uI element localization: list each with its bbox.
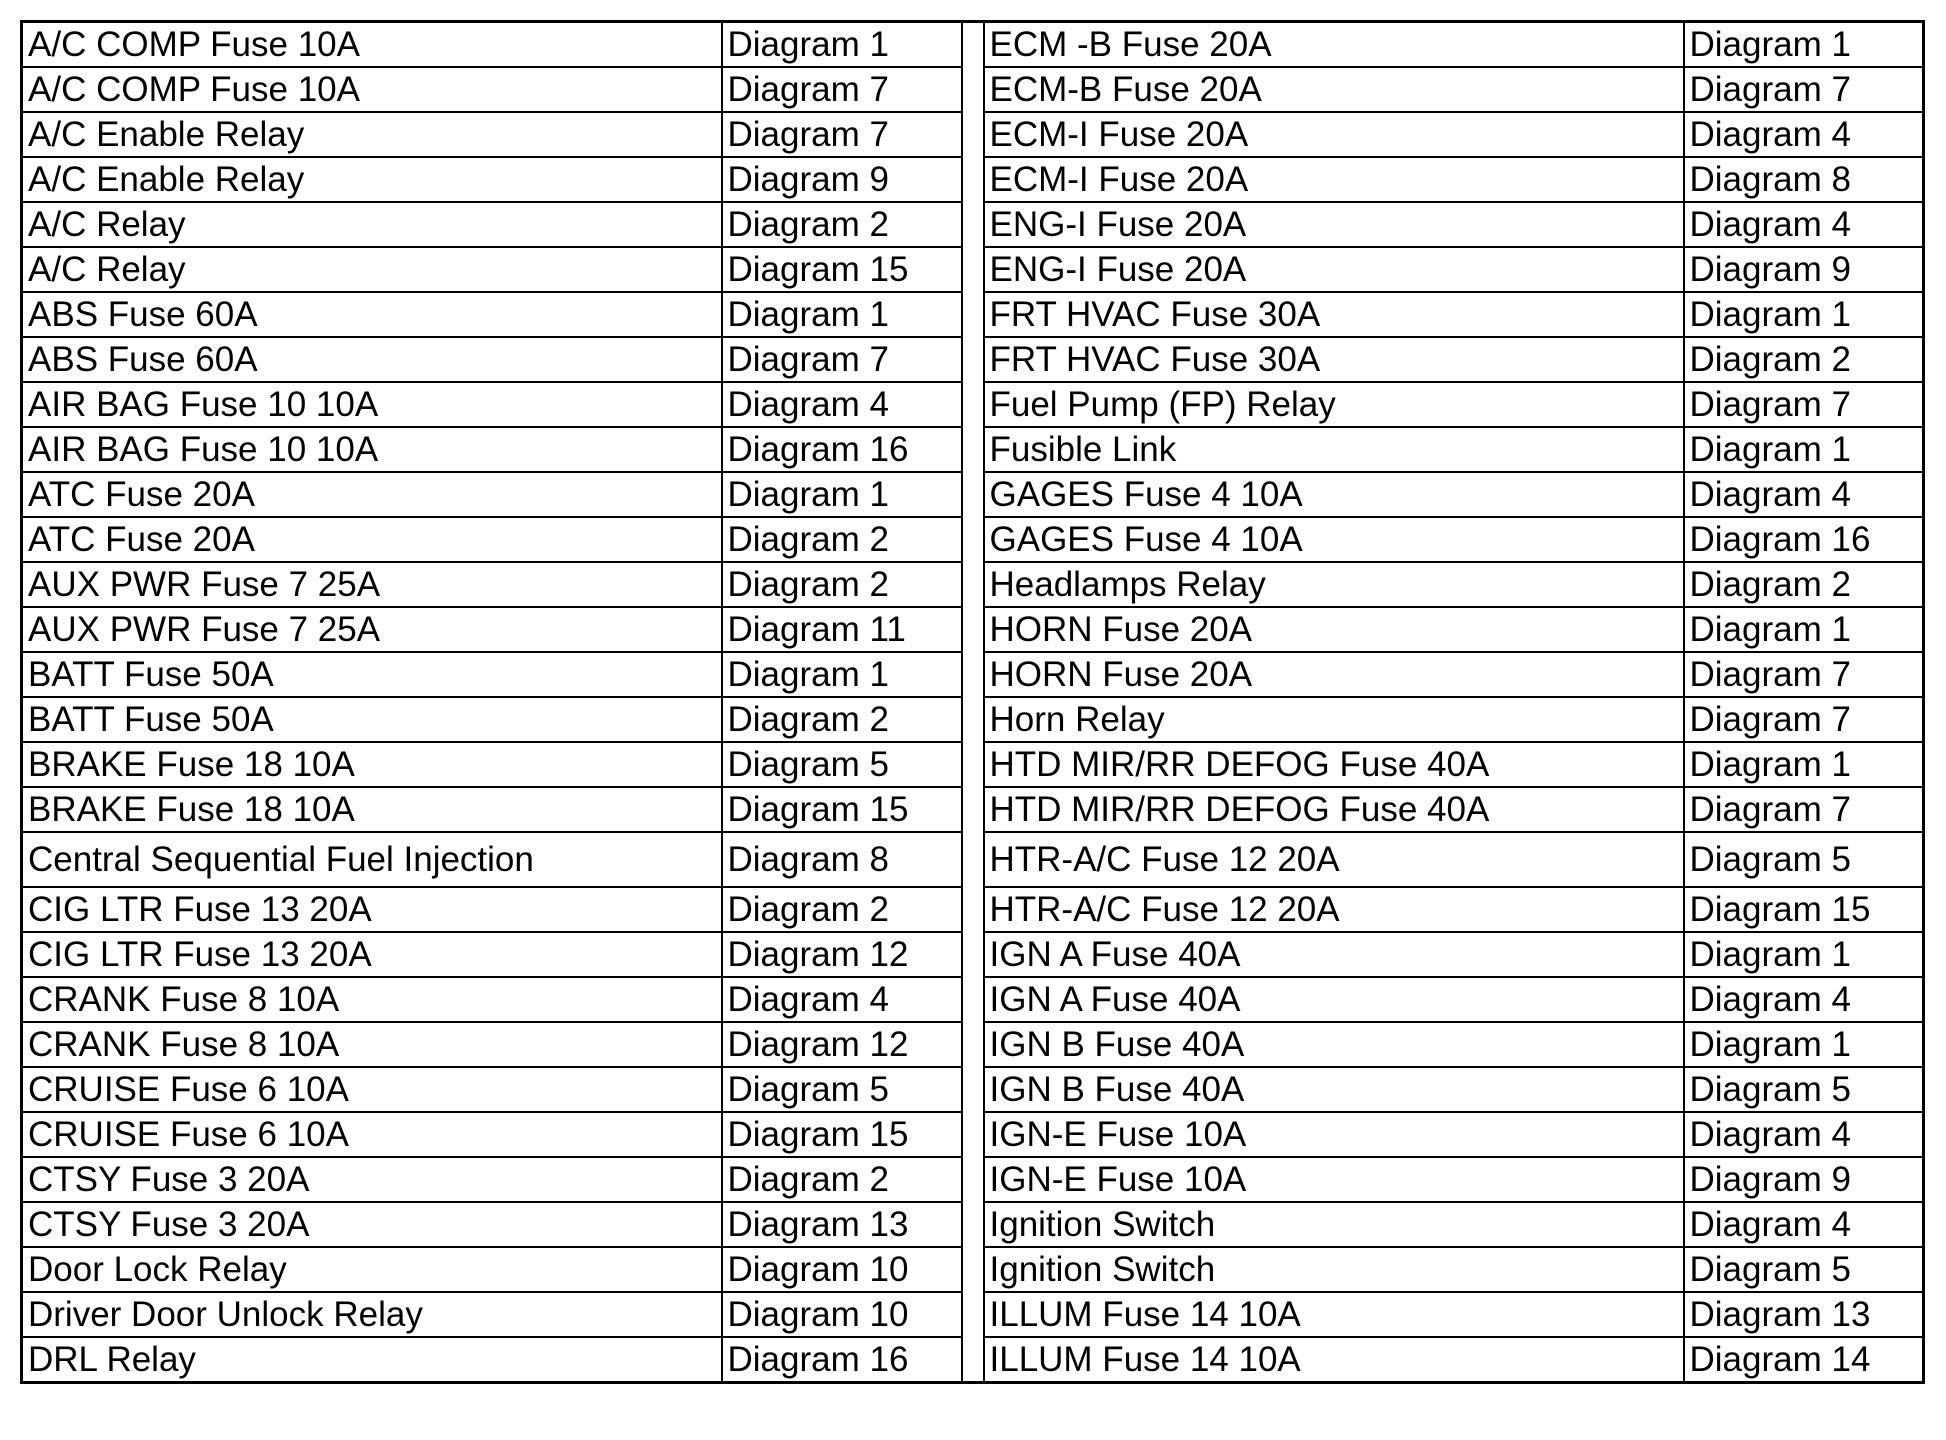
right-diagram-ref-cell: Diagram 9 (1684, 1157, 1924, 1202)
left-diagram-ref-cell: Diagram 2 (722, 517, 962, 562)
left-component-name-cell: CIG LTR Fuse 13 20A (22, 887, 722, 932)
left-component-name-cell: ATC Fuse 20A (22, 517, 722, 562)
table-row (22, 652, 1924, 697)
right-diagram-ref-cell: Diagram 1 (1684, 932, 1924, 977)
table-row (22, 157, 1924, 202)
left-diagram-ref-cell: Diagram 12 (722, 1022, 962, 1067)
table-row (22, 337, 1924, 382)
left-component-name-cell: Driver Door Unlock Relay (22, 1292, 722, 1337)
left-component-name-cell: Central Sequential Fuel Injection (22, 832, 722, 887)
right-diagram-ref-cell: Diagram 4 (1684, 1202, 1924, 1247)
left-diagram-ref-cell: Diagram 1 (722, 652, 962, 697)
right-component-name-cell: IGN-E Fuse 10A (984, 1112, 1684, 1157)
column-gap (962, 337, 984, 382)
left-diagram-ref-cell: Diagram 2 (722, 202, 962, 247)
left-component-name-cell: BRAKE Fuse 18 10A (22, 742, 722, 787)
column-gap (962, 787, 984, 832)
left-diagram-ref-cell: Diagram 7 (722, 67, 962, 112)
left-diagram-ref-cell: Diagram 7 (722, 112, 962, 157)
right-component-name-cell: FRT HVAC Fuse 30A (984, 337, 1684, 382)
right-component-name-cell: HORN Fuse 20A (984, 607, 1684, 652)
right-component-name-cell: HTR-A/C Fuse 12 20A (984, 887, 1684, 932)
left-diagram-ref-cell: Diagram 16 (722, 1337, 962, 1383)
table-row (22, 22, 1924, 68)
column-gap (962, 292, 984, 337)
left-component-name-cell: DRL Relay (22, 1337, 722, 1383)
left-component-name-cell: AIR BAG Fuse 10 10A (22, 382, 722, 427)
right-diagram-ref-cell: Diagram 15 (1684, 887, 1924, 932)
right-diagram-ref-cell: Diagram 2 (1684, 337, 1924, 382)
left-diagram-ref-cell: Diagram 5 (722, 1067, 962, 1112)
right-component-name-cell: ILLUM Fuse 14 10A (984, 1337, 1684, 1383)
right-component-name-cell: Fusible Link (984, 427, 1684, 472)
column-gap (962, 742, 984, 787)
column-gap (962, 1202, 984, 1247)
left-diagram-ref-cell: Diagram 9 (722, 157, 962, 202)
column-gap (962, 832, 984, 887)
left-diagram-ref-cell: Diagram 4 (722, 977, 962, 1022)
table-row (22, 1337, 1924, 1383)
index-table-body (22, 22, 1924, 1383)
right-component-name-cell: ECM -B Fuse 20A (984, 22, 1684, 68)
column-gap (962, 427, 984, 472)
column-gap (962, 1022, 984, 1067)
column-gap (962, 562, 984, 607)
table-row (22, 932, 1924, 977)
right-component-name-cell: IGN A Fuse 40A (984, 932, 1684, 977)
right-component-name-cell: Horn Relay (984, 697, 1684, 742)
right-diagram-ref-cell: Diagram 1 (1684, 742, 1924, 787)
table-row (22, 832, 1924, 887)
left-component-name-cell: A/C Relay (22, 247, 722, 292)
left-component-name-cell: ABS Fuse 60A (22, 337, 722, 382)
column-gap (962, 697, 984, 742)
right-component-name-cell: GAGES Fuse 4 10A (984, 517, 1684, 562)
right-diagram-ref-cell: Diagram 14 (1684, 1337, 1924, 1383)
left-diagram-ref-cell: Diagram 1 (722, 292, 962, 337)
right-diagram-ref-cell: Diagram 7 (1684, 67, 1924, 112)
left-component-name-cell: CRANK Fuse 8 10A (22, 977, 722, 1022)
table-row (22, 382, 1924, 427)
left-diagram-ref-cell: Diagram 2 (722, 697, 962, 742)
right-diagram-ref-cell: Diagram 9 (1684, 247, 1924, 292)
left-component-name-cell: CRANK Fuse 8 10A (22, 1022, 722, 1067)
right-diagram-ref-cell: Diagram 16 (1684, 517, 1924, 562)
left-diagram-ref-cell: Diagram 15 (722, 1112, 962, 1157)
right-diagram-ref-cell: Diagram 1 (1684, 427, 1924, 472)
right-component-name-cell: GAGES Fuse 4 10A (984, 472, 1684, 517)
right-component-name-cell: ENG-I Fuse 20A (984, 202, 1684, 247)
right-component-name-cell: HTD MIR/RR DEFOG Fuse 40A (984, 787, 1684, 832)
left-component-name-cell: A/C Enable Relay (22, 112, 722, 157)
left-component-name-cell: A/C Relay (22, 202, 722, 247)
column-gap (962, 112, 984, 157)
left-diagram-ref-cell: Diagram 2 (722, 1157, 962, 1202)
column-gap (962, 472, 984, 517)
right-component-name-cell: HTD MIR/RR DEFOG Fuse 40A (984, 742, 1684, 787)
column-gap (962, 157, 984, 202)
column-gap (962, 247, 984, 292)
right-diagram-ref-cell: Diagram 1 (1684, 292, 1924, 337)
table-row (22, 562, 1924, 607)
right-component-name-cell: IGN B Fuse 40A (984, 1067, 1684, 1112)
left-diagram-ref-cell: Diagram 11 (722, 607, 962, 652)
right-diagram-ref-cell: Diagram 4 (1684, 1112, 1924, 1157)
right-diagram-ref-cell: Diagram 4 (1684, 202, 1924, 247)
table-row (22, 887, 1924, 932)
left-diagram-ref-cell: Diagram 15 (722, 787, 962, 832)
left-component-name-cell: ABS Fuse 60A (22, 292, 722, 337)
right-component-name-cell: Ignition Switch (984, 1202, 1684, 1247)
right-diagram-ref-cell: Diagram 4 (1684, 112, 1924, 157)
table-row (22, 977, 1924, 1022)
table-row (22, 67, 1924, 112)
right-diagram-ref-cell: Diagram 1 (1684, 22, 1924, 68)
left-diagram-ref-cell: Diagram 4 (722, 382, 962, 427)
right-diagram-ref-cell: Diagram 7 (1684, 787, 1924, 832)
table-row (22, 112, 1924, 157)
right-diagram-ref-cell: Diagram 7 (1684, 382, 1924, 427)
right-diagram-ref-cell: Diagram 5 (1684, 832, 1924, 887)
table-row (22, 292, 1924, 337)
right-component-name-cell: ILLUM Fuse 14 10A (984, 1292, 1684, 1337)
right-component-name-cell: ECM-B Fuse 20A (984, 67, 1684, 112)
left-component-name-cell: BRAKE Fuse 18 10A (22, 787, 722, 832)
left-diagram-ref-cell: Diagram 16 (722, 427, 962, 472)
column-gap (962, 22, 984, 68)
table-row (22, 1157, 1924, 1202)
right-diagram-ref-cell: Diagram 5 (1684, 1247, 1924, 1292)
table-row (22, 607, 1924, 652)
column-gap (962, 1337, 984, 1383)
column-gap (962, 1112, 984, 1157)
left-component-name-cell: CRUISE Fuse 6 10A (22, 1067, 722, 1112)
left-diagram-ref-cell: Diagram 2 (722, 887, 962, 932)
table-row (22, 1022, 1924, 1067)
right-diagram-ref-cell: Diagram 1 (1684, 1022, 1924, 1067)
right-diagram-ref-cell: Diagram 13 (1684, 1292, 1924, 1337)
column-gap (962, 652, 984, 697)
left-component-name-cell: CIG LTR Fuse 13 20A (22, 932, 722, 977)
table-row (22, 472, 1924, 517)
right-component-name-cell: ECM-I Fuse 20A (984, 112, 1684, 157)
column-gap (962, 67, 984, 112)
left-component-name-cell: ATC Fuse 20A (22, 472, 722, 517)
right-diagram-ref-cell: Diagram 1 (1684, 607, 1924, 652)
left-diagram-ref-cell: Diagram 15 (722, 247, 962, 292)
table-row (22, 1067, 1924, 1112)
component-diagram-index-table (20, 20, 1925, 1384)
left-component-name-cell: CTSY Fuse 3 20A (22, 1202, 722, 1247)
left-diagram-ref-cell: Diagram 12 (722, 932, 962, 977)
table-row (22, 787, 1924, 832)
left-component-name-cell: CRUISE Fuse 6 10A (22, 1112, 722, 1157)
table-row (22, 1202, 1924, 1247)
column-gap (962, 887, 984, 932)
left-component-name-cell: Door Lock Relay (22, 1247, 722, 1292)
column-gap (962, 932, 984, 977)
left-component-name-cell: A/C COMP Fuse 10A (22, 67, 722, 112)
right-component-name-cell: Headlamps Relay (984, 562, 1684, 607)
left-diagram-ref-cell: Diagram 5 (722, 742, 962, 787)
left-component-name-cell: BATT Fuse 50A (22, 652, 722, 697)
right-diagram-ref-cell: Diagram 4 (1684, 472, 1924, 517)
left-diagram-ref-cell: Diagram 1 (722, 22, 962, 68)
right-component-name-cell: IGN-E Fuse 10A (984, 1157, 1684, 1202)
column-gap (962, 977, 984, 1022)
table-row (22, 247, 1924, 292)
left-component-name-cell: A/C Enable Relay (22, 157, 722, 202)
left-component-name-cell: A/C COMP Fuse 10A (22, 22, 722, 68)
column-gap (962, 1157, 984, 1202)
left-diagram-ref-cell: Diagram 13 (722, 1202, 962, 1247)
right-component-name-cell: IGN A Fuse 40A (984, 977, 1684, 1022)
right-diagram-ref-cell: Diagram 5 (1684, 1067, 1924, 1112)
right-component-name-cell: HORN Fuse 20A (984, 652, 1684, 697)
column-gap (962, 382, 984, 427)
left-diagram-ref-cell: Diagram 2 (722, 562, 962, 607)
left-component-name-cell: BATT Fuse 50A (22, 697, 722, 742)
right-diagram-ref-cell: Diagram 4 (1684, 977, 1924, 1022)
right-diagram-ref-cell: Diagram 2 (1684, 562, 1924, 607)
table-row (22, 202, 1924, 247)
right-diagram-ref-cell: Diagram 7 (1684, 652, 1924, 697)
column-gap (962, 1292, 984, 1337)
left-diagram-ref-cell: Diagram 7 (722, 337, 962, 382)
right-diagram-ref-cell: Diagram 8 (1684, 157, 1924, 202)
left-diagram-ref-cell: Diagram 10 (722, 1247, 962, 1292)
column-gap (962, 517, 984, 562)
right-component-name-cell: HTR-A/C Fuse 12 20A (984, 832, 1684, 887)
right-diagram-ref-cell: Diagram 7 (1684, 697, 1924, 742)
left-component-name-cell: AIR BAG Fuse 10 10A (22, 427, 722, 472)
column-gap (962, 1067, 984, 1112)
table-row (22, 697, 1924, 742)
right-component-name-cell: Ignition Switch (984, 1247, 1684, 1292)
column-gap (962, 202, 984, 247)
left-component-name-cell: CTSY Fuse 3 20A (22, 1157, 722, 1202)
left-diagram-ref-cell: Diagram 1 (722, 472, 962, 517)
left-component-name-cell: AUX PWR Fuse 7 25A (22, 607, 722, 652)
table-row (22, 427, 1924, 472)
left-component-name-cell: AUX PWR Fuse 7 25A (22, 562, 722, 607)
right-component-name-cell: ENG-I Fuse 20A (984, 247, 1684, 292)
column-gap (962, 1247, 984, 1292)
table-row (22, 1247, 1924, 1292)
table-row (22, 1112, 1924, 1157)
right-component-name-cell: Fuel Pump (FP) Relay (984, 382, 1684, 427)
column-gap (962, 607, 984, 652)
table-row (22, 742, 1924, 787)
left-diagram-ref-cell: Diagram 8 (722, 832, 962, 887)
table-row (22, 1292, 1924, 1337)
right-component-name-cell: FRT HVAC Fuse 30A (984, 292, 1684, 337)
table-row (22, 517, 1924, 562)
right-component-name-cell: IGN B Fuse 40A (984, 1022, 1684, 1067)
left-diagram-ref-cell: Diagram 10 (722, 1292, 962, 1337)
right-component-name-cell: ECM-I Fuse 20A (984, 157, 1684, 202)
